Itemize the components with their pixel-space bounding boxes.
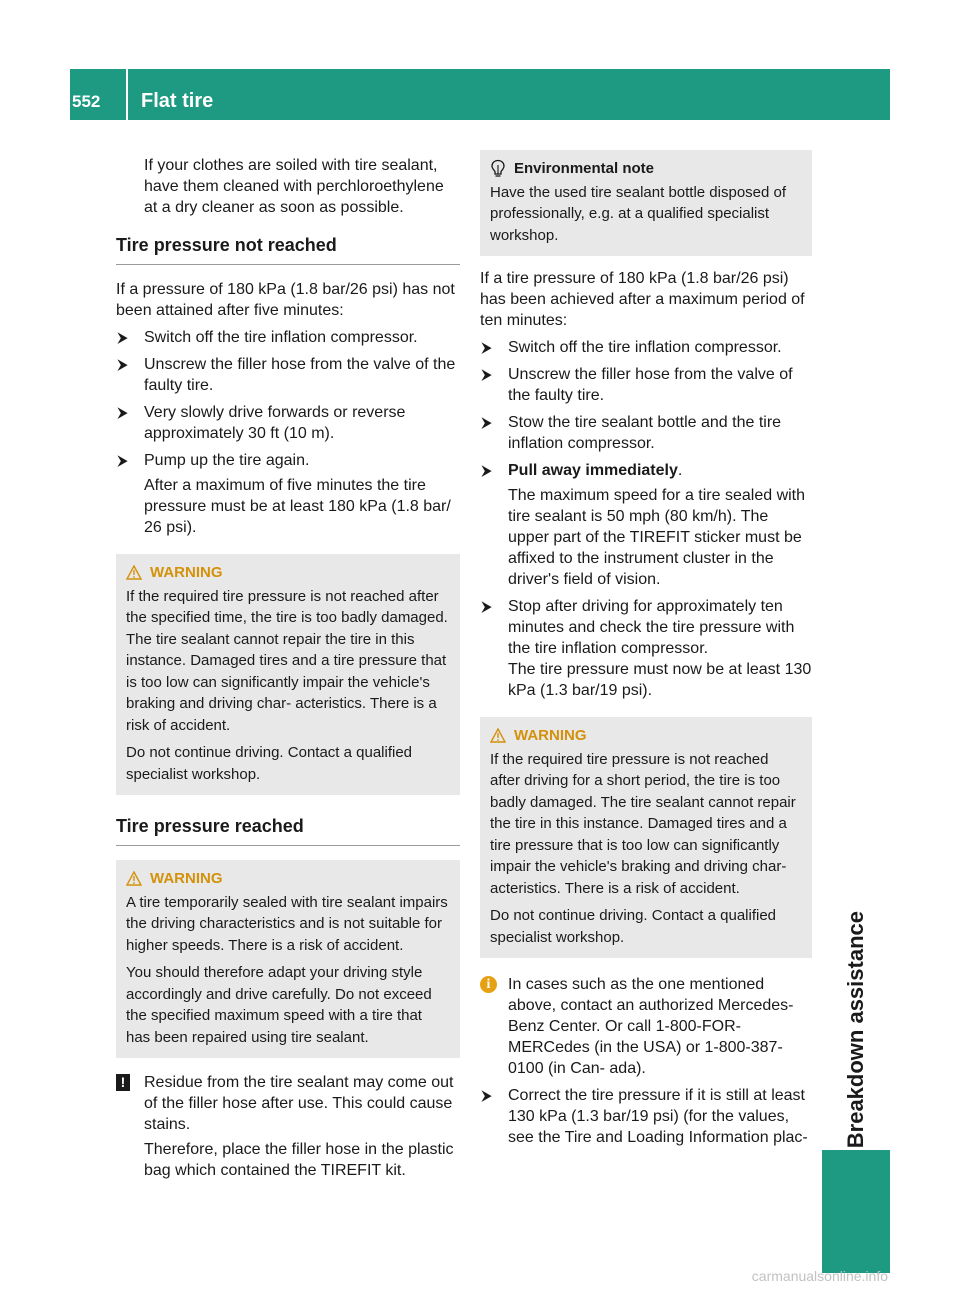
step-text-bold: Pull away immediately [508,462,678,479]
right-column [480,150,812,1154]
info-icon: i [480,976,497,993]
arrow-bullet-icon: ⮞ [482,415,492,430]
warning-text: Do not continue driving. Contact a qualified specialist workshop. [490,907,777,946]
header-divider [126,69,128,120]
step-item [480,1085,812,1148]
step-item [480,364,812,406]
environmental-note-title [490,158,802,180]
warning-box [480,717,812,958]
side-section-label [840,748,870,1148]
warning-text: If the required tire pressure is not reached after the specified time, the tire is too badly damaged. The tire sealant cannot repair the tire in this instance. Damaged tires and a tire pressure that is too low can significantly impair the vehicle's braking and driving char- acteristics. There is a risk of accident. [126,587,448,734]
warning-text: You should therefore adapt your driving style accordingly and drive carefully. Do not exceed the specified maximum speed with a tire that has been repaired using tire sealant. [126,964,432,1046]
step-item [480,412,812,454]
warning-triangle-icon [490,728,506,743]
step-text: Stow the tire sealant bottle and the tire inflation compressor. [508,414,782,452]
step-item [116,354,460,396]
arrow-bullet-icon: ⮞ [482,340,492,355]
step-item [116,402,460,444]
watermark-text: carmanualsonline.info [751,1268,888,1284]
caution-text: Residue from the tire sealant may come out of the filler hose after use. This could cause stains. [144,1074,454,1133]
section-intro: If a tire pressure of 180 kPa (1.8 bar/26 psi) has been achieved after a maximum period of ten minutes: [480,270,805,329]
step-text: Unscrew the filler hose from the valve of the faulty tire. [508,366,793,404]
warning-text: A tire temporarily sealed with tire sealant impairs the driving characteristics and is not suitable for higher speeds. There is a risk of accident. [126,893,448,954]
info-text: In cases such as the one mentioned above, contact an authorized Mercedes- Benz Center. Or call 1-800-FOR-MERCedes (in the USA) or 1-800-387-0100 (in Can- ada). [508,976,794,1077]
step-note: The tire pressure must now be at least 130 kPa (1.3 bar/19 psi). [508,661,812,699]
arrow-bullet-icon: ⮞ [118,405,128,420]
caution-text: Therefore, place the filler hose in the plastic bag which contained the TIREFIT kit. [144,1141,454,1179]
step-item: ⮞ Pull away immediately. The maximum speed for a tire sealed with tire sealant is 50 mph (80 km/h). The upper part of the TIREFIT sticker must be affixed to the instrument cluster in the driver's field of vision. [480,460,812,590]
step-note: The maximum speed for a tire sealed with tire sealant is 50 mph (80 km/h). The upper part of the TIREFIT sticker must be affixed to the instrument cluster in the driver's field of vision. [508,487,806,588]
step-item [480,596,812,701]
step-text: Very slowly drive forwards or reverse approximately 30 ft (10 m). [144,404,406,442]
arrow-bullet-icon: ⮞ [118,453,128,468]
warning-box [116,554,460,795]
step-text: Unscrew the filler hose from the valve of the faulty tire. [144,356,456,394]
warning-label: WARNING [514,727,587,744]
environmental-note-text: Have the used tire sealant bottle disposed of professionally, e.g. at a qualified specialist workshop. [490,183,787,244]
warning-text: Do not continue driving. Contact a qualified specialist workshop. [126,744,413,783]
side-tab-marker [822,1150,890,1273]
step-note: After a maximum of five minutes the tire pressure must be at least 180 kPa (1.8 bar/ 26 psi). [144,477,451,536]
arrow-bullet-icon: ⮞ [118,357,128,372]
caution-note [116,1072,460,1181]
warning-triangle-icon [126,565,142,580]
warning-label: WARNING [150,870,223,887]
left-column [116,155,460,1187]
step-item [116,450,460,538]
warning-title [490,725,802,747]
warning-box [116,860,460,1058]
step-text: Switch off the tire inflation compressor. [144,329,418,346]
step-text: Switch off the tire inflation compressor. [508,339,782,356]
warning-text: If the required tire pressure is not reached after driving for a short period, the tire is too badly damaged. The tire sealant cannot repair the tire in this instance. Damaged tires and a tire pressure that is too low can significantly impair the vehicle's braking and driving char- acteristics. There is a risk of accident. [490,750,796,897]
lightbulb-icon [490,159,506,179]
environmental-note-label: Environmental note [514,160,655,177]
exclamation-icon: ! [116,1074,130,1091]
section-intro: If a pressure of 180 kPa (1.8 bar/26 psi) has not been attained after five minutes: [116,281,455,319]
arrow-bullet-icon: ⮞ [482,599,492,614]
arrow-bullet-icon: ⮞ [482,463,492,478]
intro-paragraph: If your clothes are soiled with tire sealant, have them cleaned with perchloroethylene at a dry cleaner as soon as possible. [144,157,444,216]
step-item [116,327,460,348]
side-section-text: Breakdown assistance [842,910,868,1148]
step-text: Stop after driving for approximately ten minutes and check the tire pressure with the tire inflation compressor. [508,598,795,657]
section-heading-reached: Tire pressure reached [116,815,460,846]
warning-label: WARNING [150,564,223,581]
section-heading-not-reached: Tire pressure not reached [116,234,460,265]
arrow-bullet-icon: ⮞ [118,330,128,345]
step-text: Pump up the tire again. [144,452,310,469]
warning-title [126,868,450,890]
step-item [480,337,812,358]
arrow-bullet-icon: ⮞ [482,1088,492,1103]
info-note [480,974,812,1079]
page-number: 552 [72,92,101,111]
warning-title [126,562,450,584]
page-title: Flat tire [141,90,214,112]
warning-triangle-icon [126,871,142,886]
step-text: Correct the tire pressure if it is still at least 130 kPa (1.3 bar/19 psi) (for the values, see the Tire and Loading Information plac- [508,1087,808,1146]
arrow-bullet-icon: ⮞ [482,367,492,382]
environmental-note-box [480,150,812,256]
